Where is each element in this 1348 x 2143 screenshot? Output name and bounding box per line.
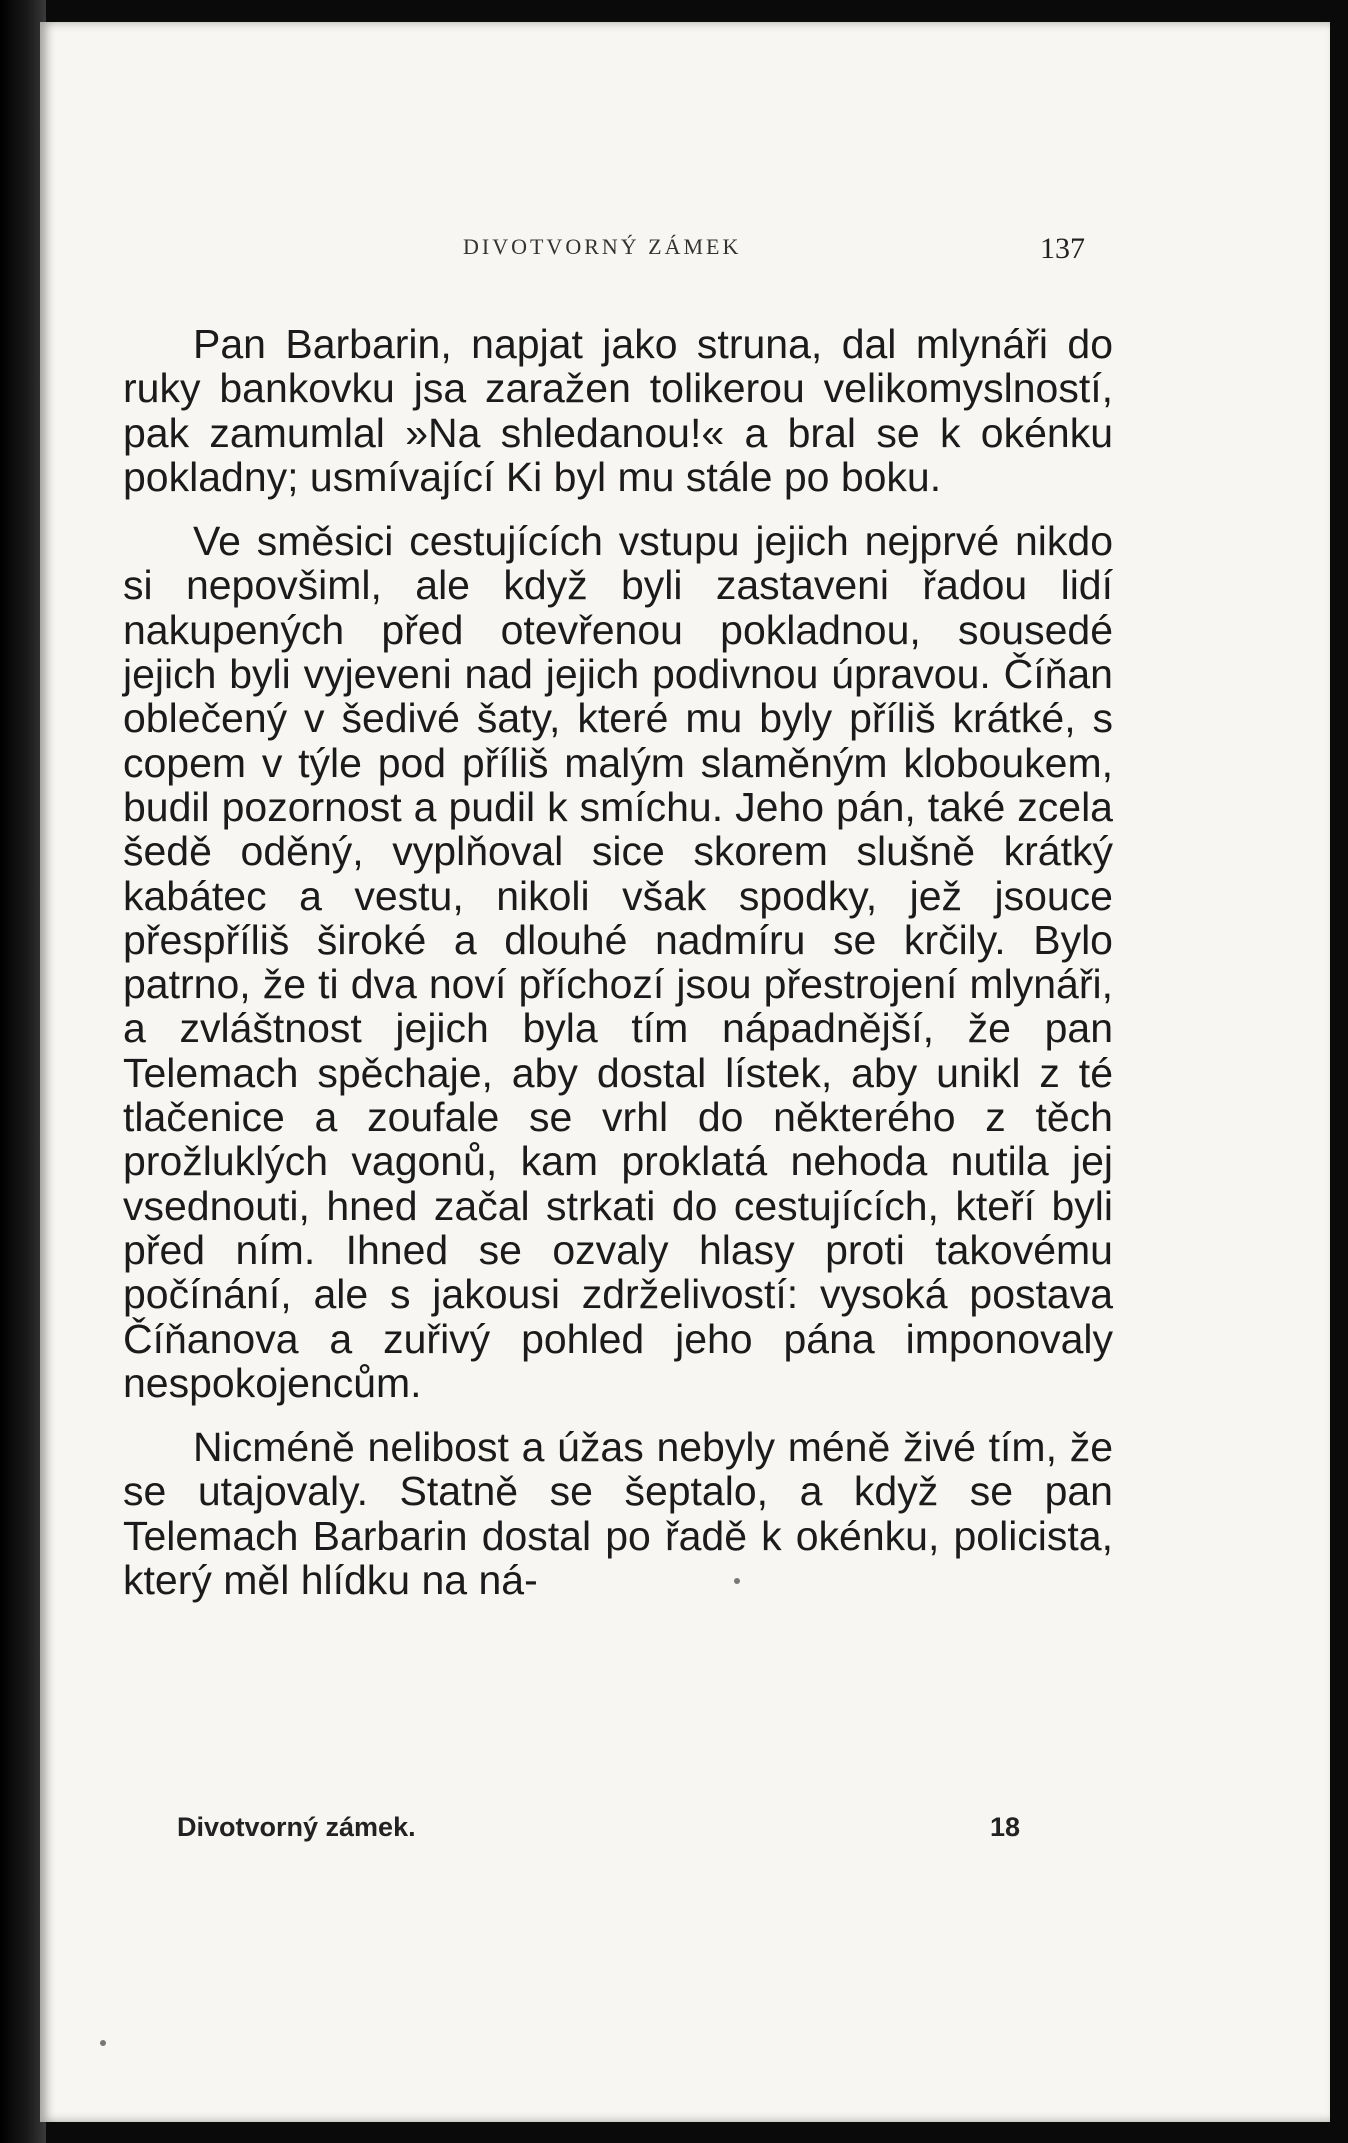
- paper-speck: [100, 2040, 106, 2046]
- book-page: [40, 22, 1330, 2122]
- paragraph: Ve směsici cestujících vstupu jejich nejprvé nikdo si nepovšiml, ale když byli zastaveni řadou lidí nakupených před otevřenou pokladnou, sousedé jejich byli vyjeveni nad jejich podivnou úpravou. Číňan oblečený v šedivé šaty, které mu byly příliš krátké, s copem v týle pod příliš malým slaměným kloboukem, budil pozornost a pudil k smíchu. Jeho pán, také zcela šedě oděný, vyplňoval sice skorem slušně krátký kabátec a vestu, nikoli však spodky, jež jsouce přespříliš široké a dlouhé nadmíru se krčily. Bylo patrno, že ti dva noví příchozí jsou přestrojení mlynáři, a zvláštnost jejich byla tím nápadnější, že pan Telemach spěchaje, aby dostal lístek, aby unikl z té tlačenice a zoufale se vrhl do některého z těch prožluklých vagonů, kam proklatá nehoda nutila jej vsednouti, hned začal strkati do cestujících, kteří byli před ním. Ihned se ozvaly hlasy proti takovému počínání, ale s jakousi zdrželivostí: vysoká postava Číňanova a zuřivý pohled jeho pána imponovaly nespokojencům.: [123, 518, 1113, 1406]
- body-text: [123, 322, 1113, 1602]
- paper-speck: [734, 1578, 740, 1584]
- paragraph: Nicméně nelibost a úžas nebyly méně živé tím, že se utajovaly. Statně se šeptalo, a když se pan Telemach Barbarin dostal po řadě k okénku, policista, který měl hlídku na ná-: [123, 1424, 1113, 1604]
- running-title: DIVOTVORNÝ ZÁMEK: [463, 234, 742, 259]
- signature-number: 18: [990, 1812, 1021, 1842]
- page-footer: [40, 1812, 1330, 1852]
- page-number: 137: [1040, 232, 1085, 265]
- signature-title: Divotvorný zámek.: [177, 1812, 416, 1842]
- page-header: [40, 230, 1330, 270]
- paragraph: Pan Barbarin, napjat jako struna, dal mlynáři do ruky bankovku jsa zaražen tolikerou velikomyslností, pak zamumlal »Na shledanou!« a bral se k okénku pokladny; usmívající Ki byl mu stále po boku.: [123, 321, 1113, 500]
